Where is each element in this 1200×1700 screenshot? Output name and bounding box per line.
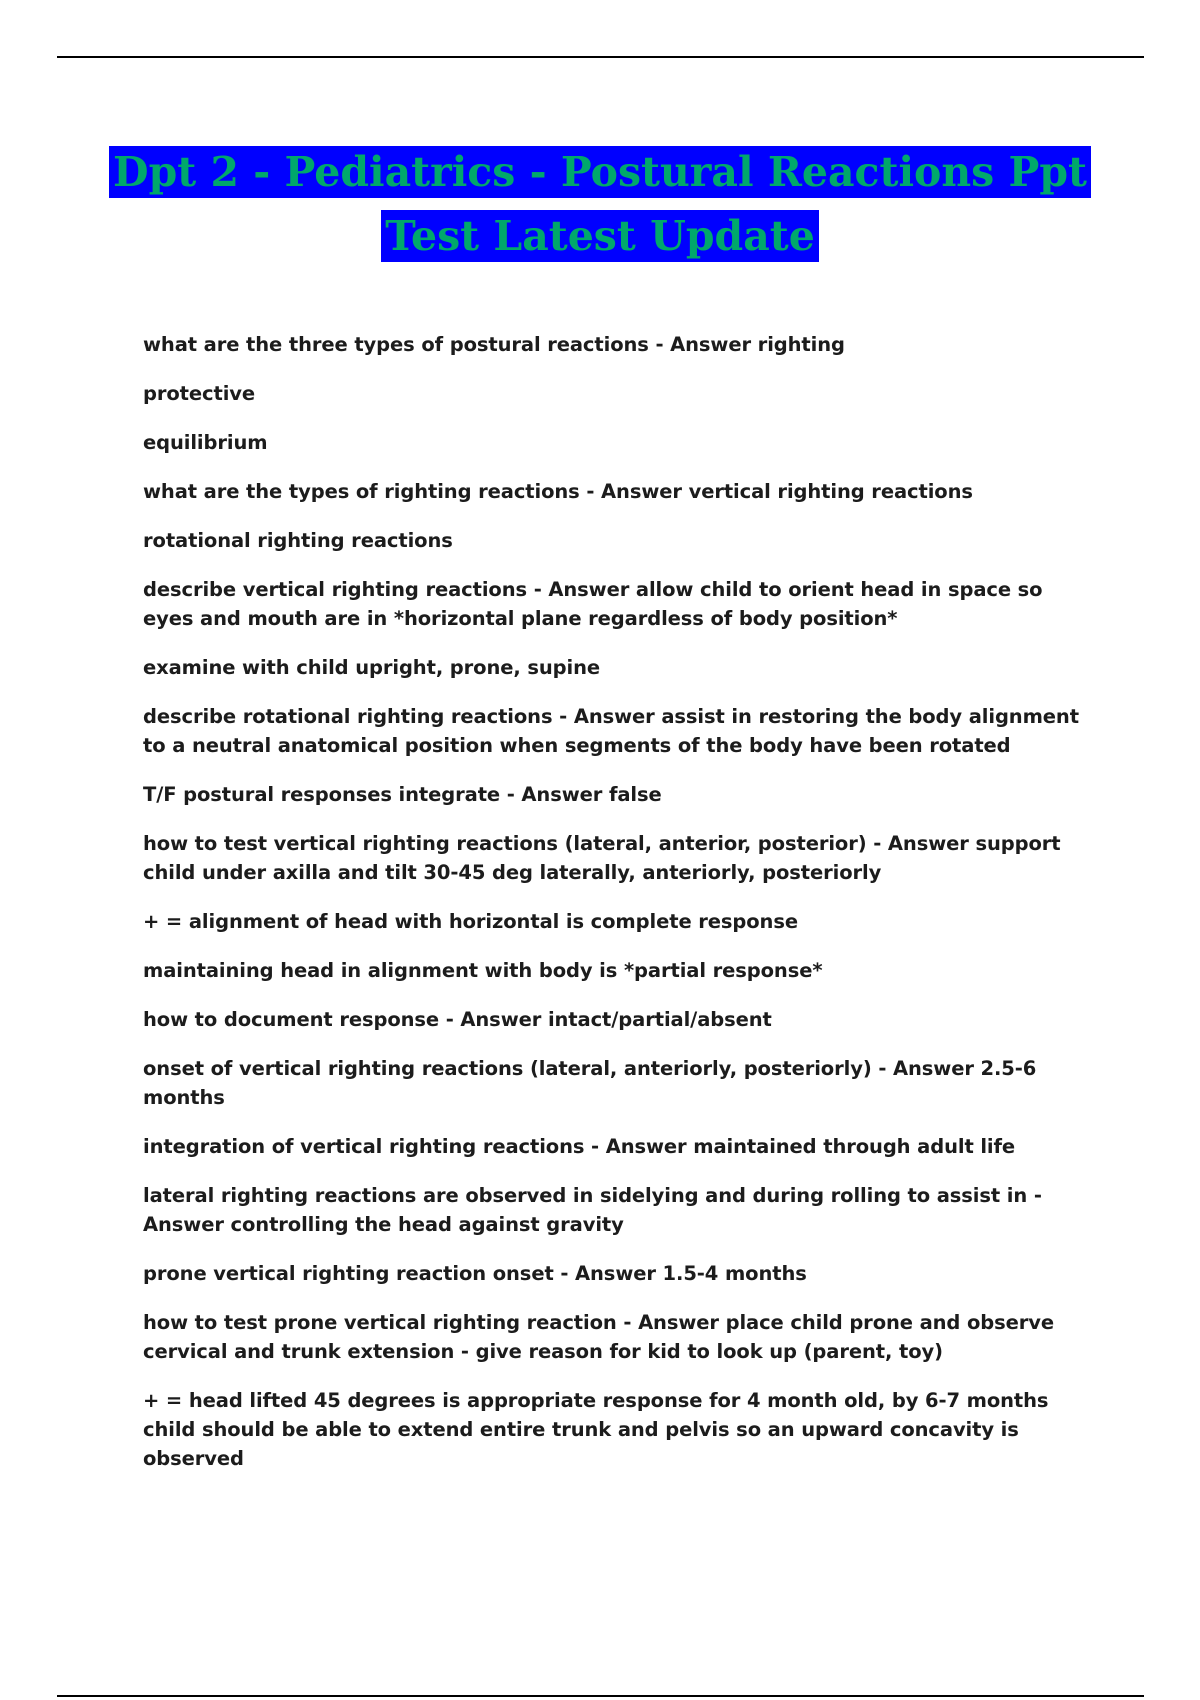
title-line-1: Dpt 2 - Pediatrics - Postural Reactions Ppt: [109, 146, 1091, 198]
paragraph: lateral righting reactions are observed in sidelying and during rolling to assist in - Answer controlling the head against gravity: [143, 1184, 1042, 1236]
paragraph: + = alignment of head with horizontal is complete response: [143, 910, 798, 933]
paragraph: integration of vertical righting reactions - Answer maintained through adult life: [143, 1135, 1016, 1158]
paragraph: what are the three types of postural reactions - Answer righting: [143, 333, 845, 356]
page-title: [0, 142, 1200, 270]
paragraph: rotational righting reactions: [143, 529, 453, 552]
paragraph: + = head lifted 45 degrees is appropriate response for 4 month old, by 6-7 months child should be able to extend entire trunk and pelvis so an upward concavity is observed: [143, 1389, 1049, 1470]
paragraph: how to document response - Answer intact/partial/absent: [143, 1008, 772, 1031]
paragraph: equilibrium: [143, 431, 268, 454]
bottom-rule: [57, 1695, 1144, 1697]
paragraph: examine with child upright, prone, supine: [143, 656, 601, 679]
paragraph: what are the types of righting reactions - Answer vertical righting reactions: [143, 480, 973, 503]
title-line-2: Test Latest Update: [381, 210, 819, 262]
paragraph: maintaining head in alignment with body is *partial response*: [143, 959, 823, 982]
paragraph: describe vertical righting reactions - Answer allow child to orient head in space so eyes and mouth are in *horizontal plane regardless of body position*: [143, 578, 1043, 630]
paragraph: how to test vertical righting reactions (lateral, anterior, posterior) - Answer support child under axilla and tilt 30-45 deg laterally, anteriorly, posteriorly: [143, 832, 1061, 884]
top-rule: [57, 56, 1144, 58]
paragraph: how to test prone vertical righting reaction - Answer place child prone and observe cervical and trunk extension - give reason for kid to look up (parent, toy): [143, 1311, 1055, 1363]
paragraph: onset of vertical righting reactions (lateral, anteriorly, posteriorly) - Answer 2.5-6 months: [143, 1057, 1037, 1109]
paragraph: T/F postural responses integrate - Answer false: [143, 783, 662, 806]
paragraph: describe rotational righting reactions - Answer assist in restoring the body alignment to a neutral anatomical position when segments of the body have been rotated: [143, 705, 1079, 757]
paragraph: prone vertical righting reaction onset - Answer 1.5-4 months: [143, 1262, 807, 1285]
document-body: [143, 330, 1093, 1493]
paragraph: protective: [143, 382, 256, 405]
